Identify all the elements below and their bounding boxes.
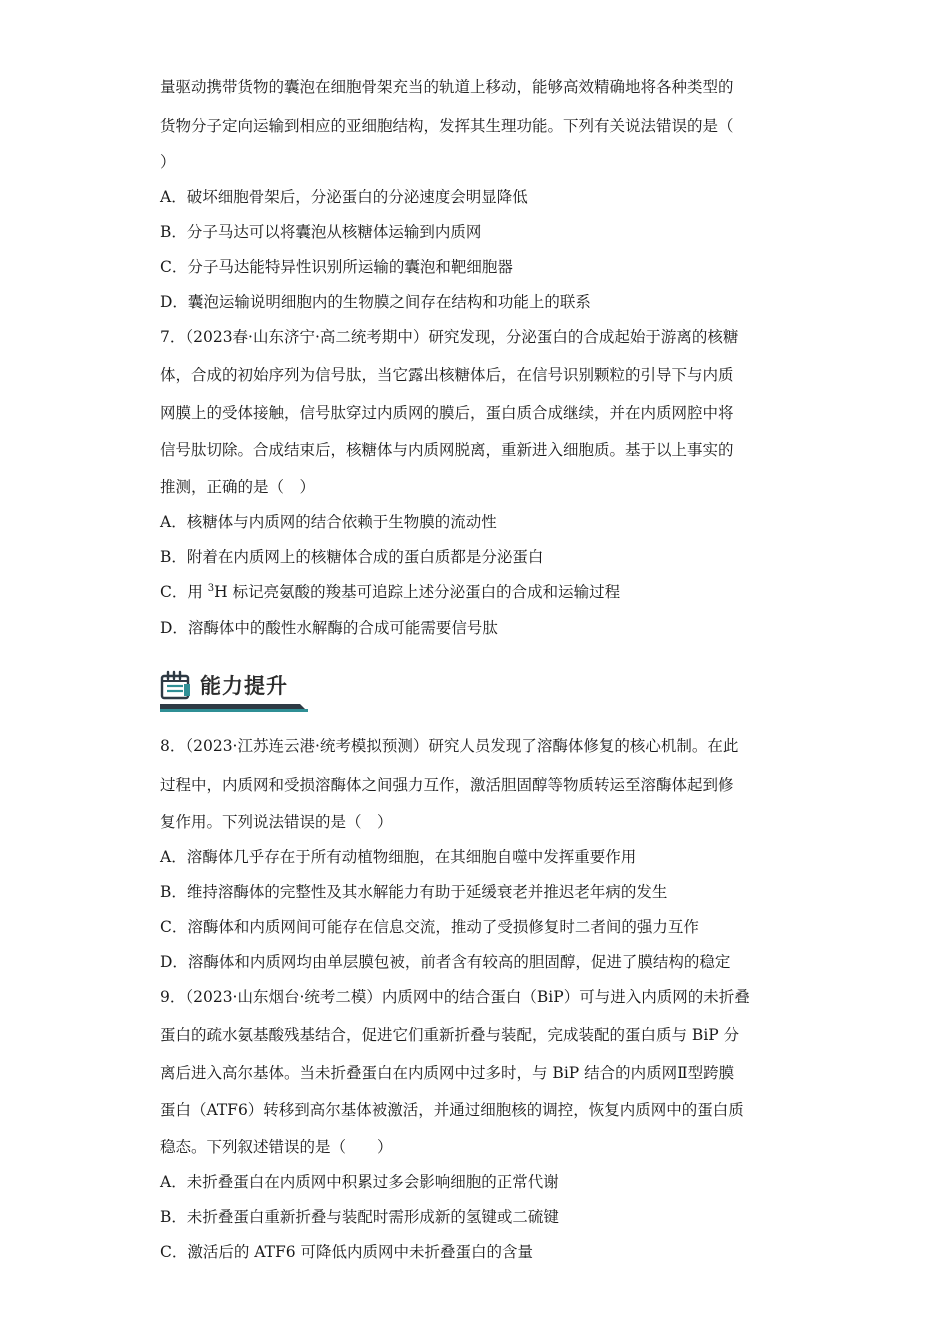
q9-stem-line-1: 9．（2023·山东烟台·统考二模）内质网中的结合蛋白（BiP）可与进入内质网的未折叠 [160, 988, 750, 1006]
q9-stem-line-5: 稳态。下列叙述错误的是（ ） [160, 1138, 393, 1156]
section-underline [160, 704, 308, 712]
q7-option-c-superscript: 3 [207, 582, 215, 594]
q6-option-c: C．分子马达能特异性识别所运输的囊泡和靶细胞器 [160, 258, 513, 276]
q7-option-a: A．核糖体与内质网的结合依赖于生物膜的流动性 [160, 513, 497, 531]
q9-stem-line-2: 蛋白的疏水氨基酸残基结合，促进它们重新折叠与装配，完成装配的蛋白质与 BiP 分 [160, 1026, 740, 1044]
q7-stem-line-3: 网膜上的受体接触，信号肽穿过内质网的膜后，蛋白质合成继续，并在内质网腔中将 [160, 404, 734, 422]
q6-option-b: B．分子马达可以将囊泡从核糖体运输到内质网 [160, 223, 482, 241]
q8-stem-line-3: 复作用。下列说法错误的是（ ） [160, 813, 393, 831]
q6-stem-line-2: 货物分子定向运输到相应的亚细胞结构，发挥其生理功能。下列有关说法错误的是（ [160, 117, 734, 135]
q7-stem-line-4: 信号肽切除。合成结束后，核糖体与内质网脱离，重新进入细胞质。基于以上事实的 [160, 441, 734, 459]
q6-stem-line-3: ） [160, 153, 176, 171]
q9-option-a: A．未折叠蛋白在内质网中积累过多会影响细胞的正常代谢 [160, 1173, 559, 1191]
q7-option-b: B．附着在内质网上的核糖体合成的蛋白质都是分泌蛋白 [160, 548, 544, 566]
q9-stem-line-4: 蛋白（ATF6）转移到高尔基体被激活，并通过细胞核的调控，恢复内质网中的蛋白质 [160, 1101, 744, 1119]
q9-stem-line-3: 离后进入高尔基体。当未折叠蛋白在内质网中过多时，与 BiP 结合的内质网Ⅱ型跨膜 [160, 1064, 735, 1082]
q8-stem-line-2: 过程中，内质网和受损溶酶体之间强力互作，激活胆固醇等物质转运至溶酶体起到修 [160, 776, 734, 794]
q8-option-c: C．溶酶体和内质网间可能存在信息交流，推动了受损修复时二者间的强力互作 [160, 918, 699, 936]
q7-stem-line-2: 体，合成的初始序列为信号肽，当它露出核糖体后，在信号识别颗粒的引导下与内质 [160, 366, 734, 384]
q6-option-a: A．破坏细胞骨架后，分泌蛋白的分泌速度会明显降低 [160, 188, 528, 206]
section-title: 能力提升 [200, 674, 288, 698]
q7-option-c-prefix: C．用 [160, 583, 208, 601]
q6-option-d: D．囊泡运输说明细胞内的生物膜之间存在结构和功能上的联系 [160, 293, 591, 311]
q7-option-c-suffix: H 标记亮氨酸的羧基可追踪上述分泌蛋白的合成和运输过程 [214, 583, 621, 601]
q6-stem-line-1: 量驱动携带货物的囊泡在细胞骨架充当的轨道上移动，能够高效精确地将各种类型的 [160, 78, 734, 96]
q8-option-a: A．溶酶体几乎存在于所有动植物细胞，在其细胞自噬中发挥重要作用 [160, 848, 637, 866]
q7-option-d: D．溶酶体中的酸性水解酶的合成可能需要信号肽 [160, 619, 498, 637]
q7-stem-line-1: 7．（2023春·山东济宁·高二统考期中）研究发现，分泌蛋白的合成起始于游离的核糖 [160, 328, 739, 346]
q7-option-c [160, 582, 620, 602]
notepad-icon [160, 670, 192, 700]
q9-option-b: B．未折叠蛋白重新折叠与装配时需形成新的氢键或二硫键 [160, 1208, 559, 1226]
q7-stem-line-5: 推测，正确的是（ ） [160, 478, 316, 496]
q9-option-c: C．激活后的 ATF6 可降低内质网中未折叠蛋白的含量 [160, 1243, 534, 1261]
q8-stem-line-1: 8．（2023·江苏连云港·统考模拟预测）研究人员发现了溶酶体修复的核心机制。在此 [160, 737, 739, 755]
section-heading [160, 668, 308, 714]
q8-option-d: D．溶酶体和内质网均由单层膜包被，前者含有较高的胆固醇，促进了膜结构的稳定 [160, 953, 731, 971]
q8-option-b: B．维持溶酶体的完整性及其水解能力有助于延缓衰老并推迟老年病的发生 [160, 883, 668, 901]
